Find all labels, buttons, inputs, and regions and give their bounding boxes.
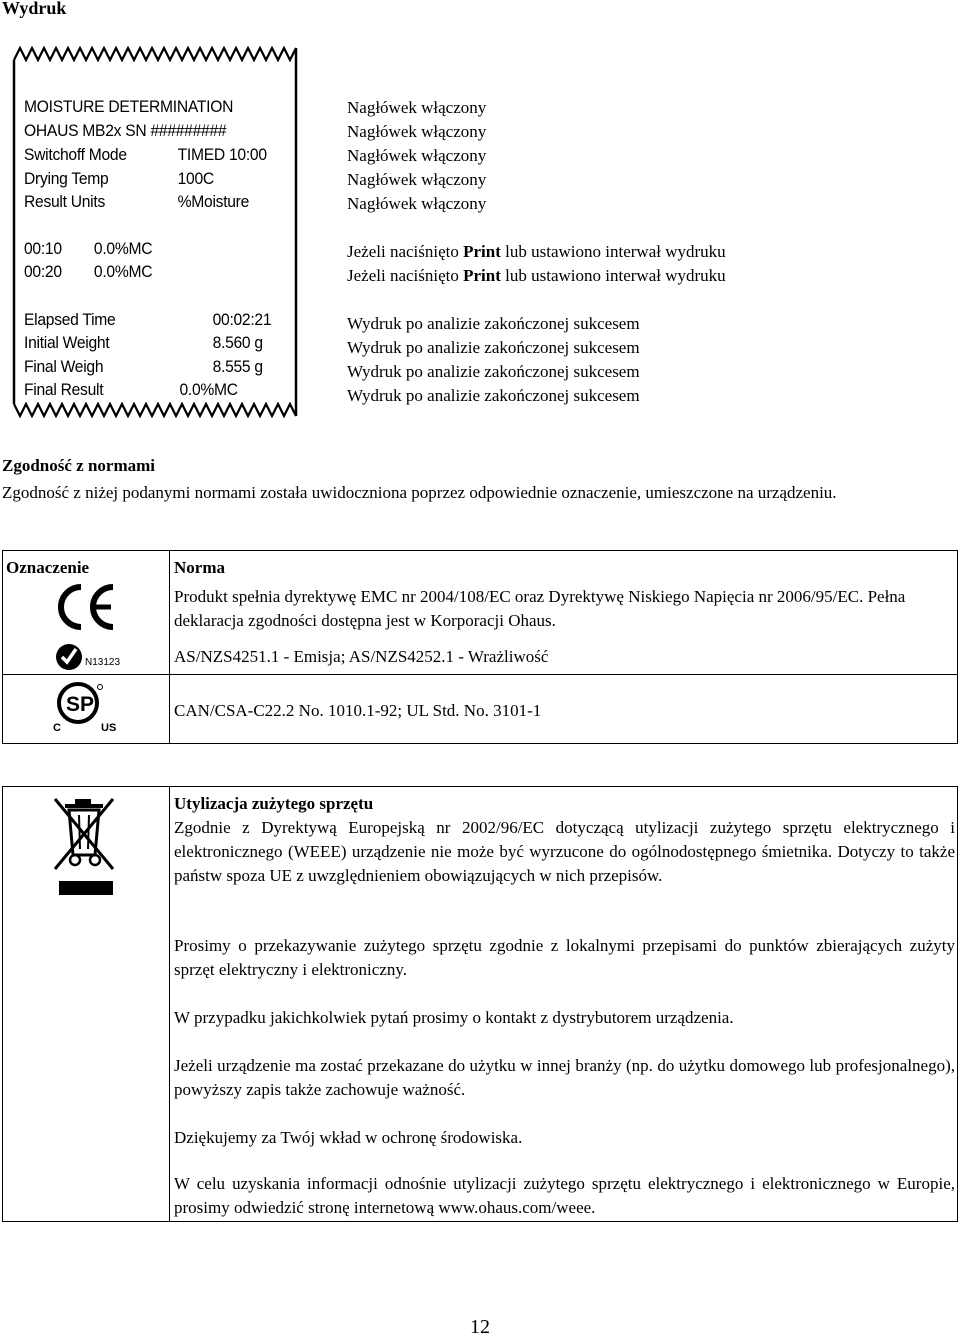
ce-mark-icon — [57, 583, 117, 631]
csa-us-label: US — [101, 722, 117, 734]
standards-table — [2, 550, 958, 744]
receipt-line: 00:20 0.0%MC — [24, 262, 153, 281]
receipt-line: Elapsed Time 00:02:21 — [24, 310, 272, 329]
column-header-standard: Norma — [174, 558, 225, 577]
description-interval: Jeżeli naciśnięto Print lub ustawiono interwał wydruku — [347, 242, 726, 261]
csa-c-label: C — [53, 722, 61, 734]
crossed-bin-icon — [51, 793, 121, 897]
c-tick-number: N13123 — [85, 657, 121, 668]
description-final: Wydruk po analizie zakończonej sukcesem — [347, 386, 640, 405]
description-header: Nagłówek włączony — [347, 122, 487, 141]
description-header: Nagłówek włączony — [347, 194, 487, 213]
receipt-line: OHAUS MB2x SN ######### — [24, 121, 227, 140]
description-final: Wydruk po analizie zakończonej sukcesem — [347, 362, 640, 381]
receipt-line: Initial Weight 8.560 g — [24, 333, 263, 352]
receipt-line: Final Result 0.0%MC — [24, 380, 238, 399]
weee-paragraph: Zgodnie z Dyrektywą Europejską nr 2002/96/EC dotyczącą utylizacji zużytego sprzętu elektrycznego i elektronicznego (WEEE) urządzenie nie może być wyrzucone do ogólnodostępnego śmietnika. Dotyczy to także państw spoza UE z uwzględnieniem obowiązujących w nich przepisów. — [174, 818, 955, 885]
page-number: 12 — [470, 1316, 490, 1338]
description-header: Nagłówek włączony — [347, 146, 487, 165]
description-interval: Jeżeli naciśnięto Print lub ustawiono interwał wydruku — [347, 266, 726, 285]
c-tick-mark-icon — [55, 643, 85, 671]
weee-paragraph: W przypadku jakichkolwiek pytań prosimy o kontakt z dystrybutorem urządzenia. — [174, 1008, 734, 1027]
receipt-line: Result Units %Moisture — [24, 192, 250, 211]
weee-paragraph: W celu uzyskania informacji odnośnie utylizacji zużytego sprzętu elektrycznego i elektronicznego w Europie, prosimy odwiedzić stronę internetową www.ohaus.com/weee. — [174, 1174, 955, 1217]
description-header: Nagłówek włączony — [347, 98, 487, 117]
weee-paragraph: Jeżeli urządzenie ma zostać przekazane do użytku w innej branży (np. do użytku domowego lub profesjonalnego), powyższy zapis także zachowuje ważność. — [174, 1056, 955, 1099]
description-final: Wydruk po analizie zakończonej sukcesem — [347, 314, 640, 333]
description-final: Wydruk po analizie zakończonej sukcesem — [347, 338, 640, 357]
compliance-text: Zgodność z niżej podanymi normami została uwidoczniona poprzez odpowiednie oznaczenie, umieszczone na urządzeniu. — [2, 483, 837, 502]
column-header-mark: Oznaczenie — [6, 558, 90, 577]
standard-ctick-text: AS/NZS4251.1 - Emisja; AS/NZS4252.1 - Wrażliwość — [174, 647, 549, 666]
weee-table — [2, 786, 958, 1222]
section-title: Wydruk — [2, 0, 67, 18]
weee-paragraph: Prosimy o przekazywanie zużytego sprzętu zgodnie z lokalnymi przepisami do punktów zbierających zużyty sprzęt elektryczny i elektroniczny. — [174, 936, 955, 979]
receipt-line: Final Weigh 8.555 g — [24, 357, 263, 376]
svg-text:SP: SP — [66, 693, 95, 716]
receipt-line: Drying Temp 100C — [24, 169, 214, 188]
csa-mark-icon — [55, 681, 105, 729]
receipt-line: MOISTURE DETERMINATION — [24, 97, 234, 116]
weee-title: Utylizacja zużytego sprzętu — [174, 794, 374, 813]
compliance-title: Zgodność z normami — [2, 456, 155, 475]
printout-receipt — [12, 46, 298, 418]
standard-csa-text: CAN/CSA-C22.2 No. 1010.1-92; UL Std. No. 3101-1 — [174, 701, 542, 720]
weee-paragraph: Dziękujemy za Twój wkład w ochronę środowiska. — [174, 1128, 523, 1147]
receipt-line: Switchoff Mode TIMED 10:00 — [24, 145, 267, 164]
receipt-line: 00:10 0.0%MC — [24, 239, 153, 258]
standard-ce-text: Produkt spełnia dyrektywę EMC nr 2004/108/EC oraz Dyrektywę Niskiego Napięcia nr 2006/95/EC. Pełna deklaracja zgodności dostępna jest w Korporacji Ohaus. — [174, 587, 906, 630]
description-header: Nagłówek włączony — [347, 170, 487, 189]
